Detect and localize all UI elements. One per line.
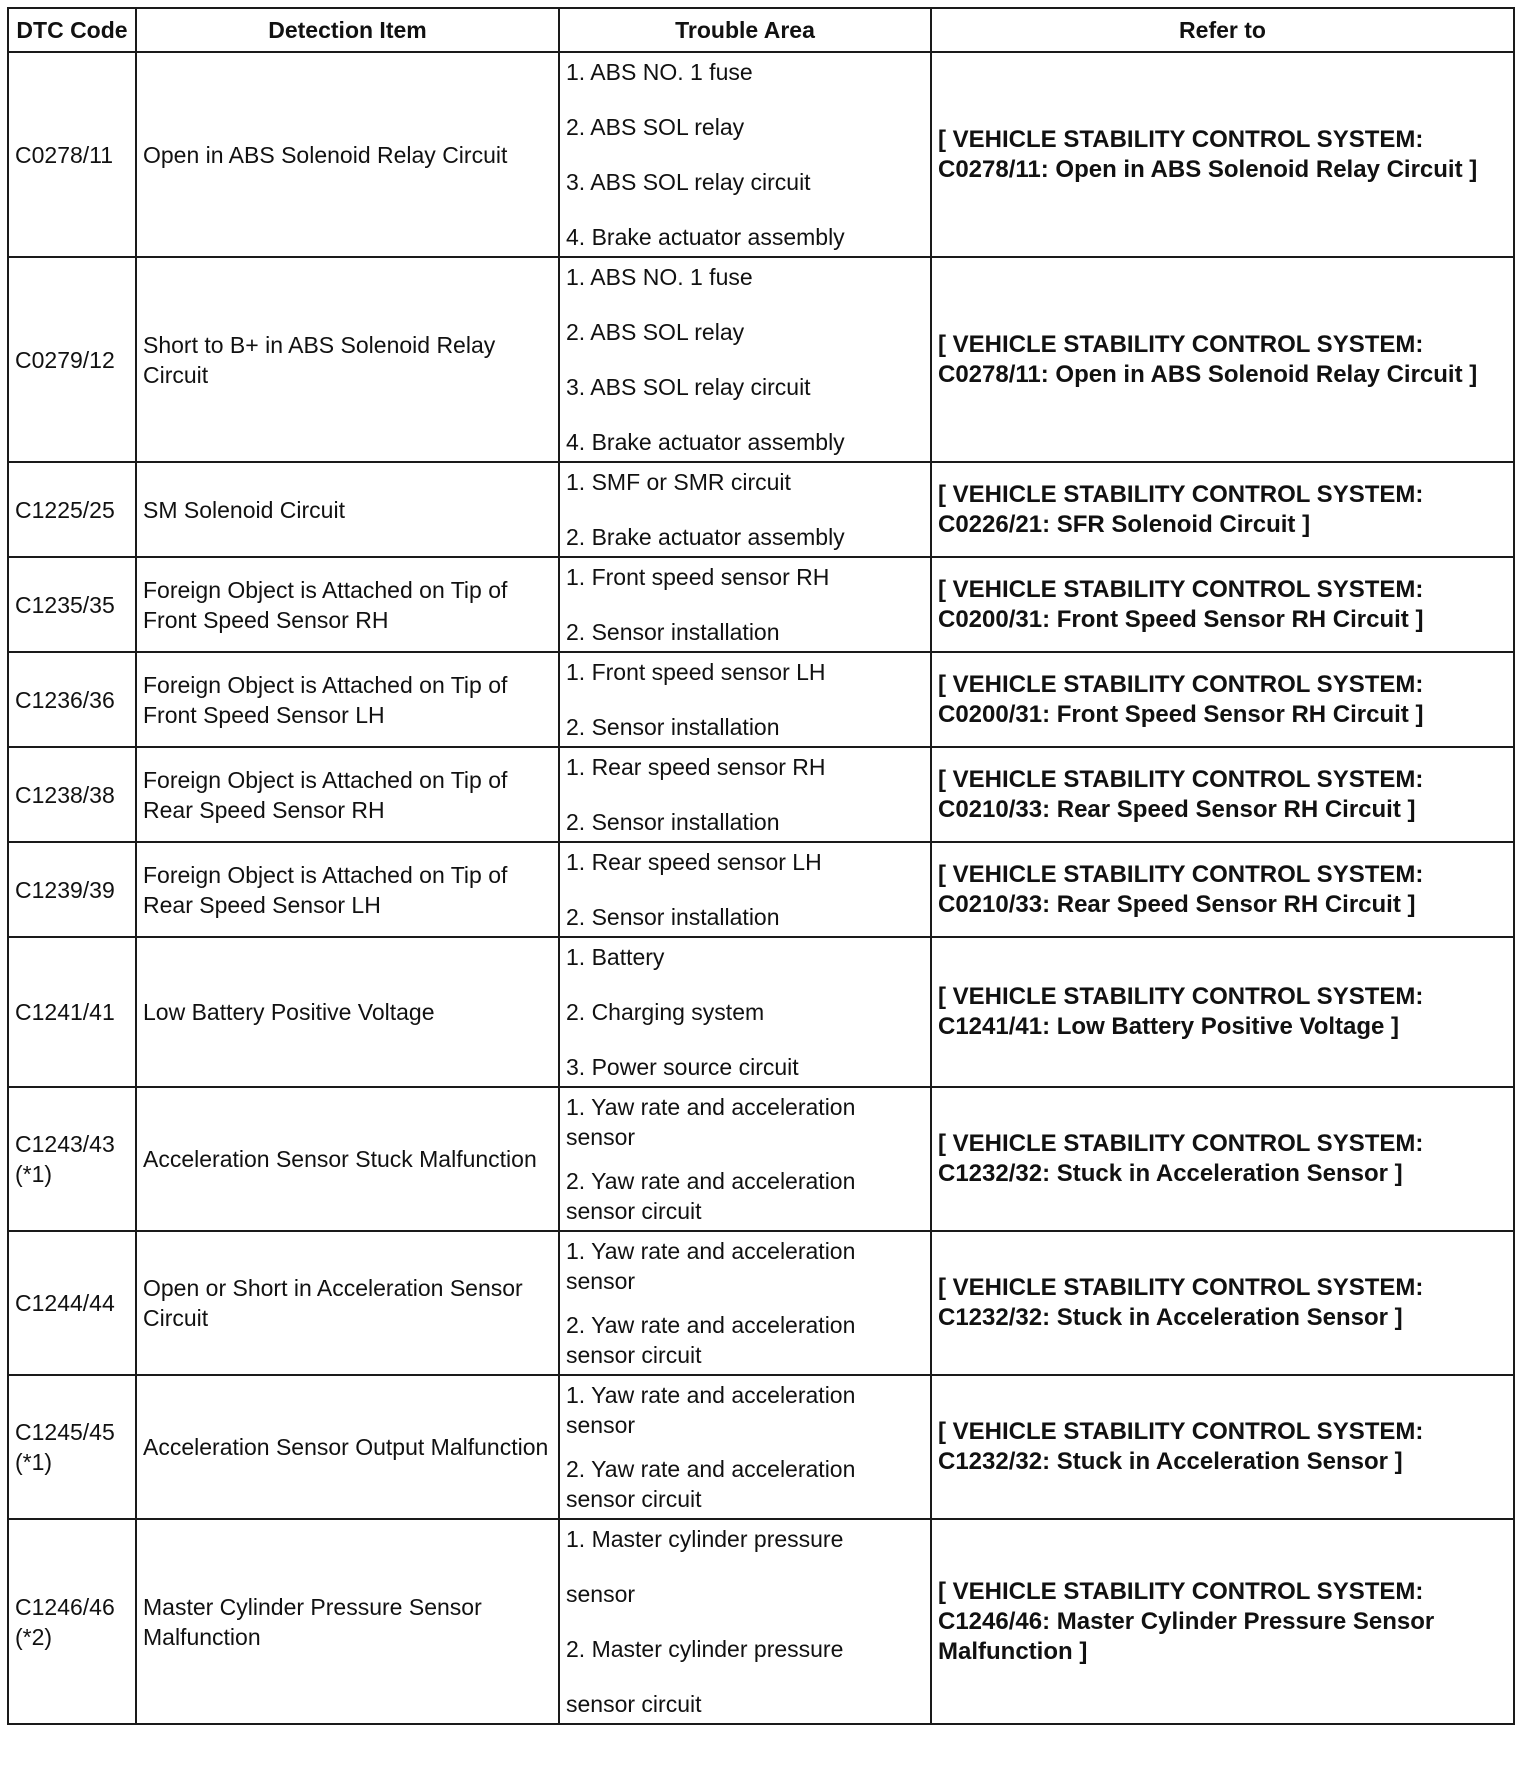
detection-item-cell: Foreign Object is Attached on Tip of Front Speed Sensor RH xyxy=(136,557,559,652)
header-dtc-code: DTC Code xyxy=(8,8,136,52)
trouble-area-item: 3. ABS SOL relay circuit xyxy=(566,374,811,400)
trouble-area-cell xyxy=(559,52,931,257)
trouble-area-item: 2. Brake actuator assembly xyxy=(566,524,845,550)
refer-to-link[interactable]: [ VEHICLE STABILITY CONTROL SYSTEM: C0200/31: Front Speed Sensor RH Circuit ] xyxy=(931,652,1514,747)
trouble-area-item: 2. Sensor installation xyxy=(566,619,780,645)
dtc-code-cell: C1241/41 xyxy=(8,937,136,1087)
trouble-area-item: 1. Battery xyxy=(566,944,665,970)
trouble-area-item: 1. Front speed sensor LH xyxy=(566,659,826,685)
trouble-area-item: 3. Power source circuit xyxy=(566,1054,799,1080)
trouble-area-item: 2. Yaw rate and acceleration sensor circuit xyxy=(566,1312,856,1368)
trouble-area-cell xyxy=(559,842,931,937)
table-row xyxy=(8,257,1514,462)
trouble-area-item: 1. Yaw rate and acceleration sensor xyxy=(566,1238,856,1294)
trouble-area-item: 2. Sensor installation xyxy=(566,809,780,835)
dtc-code-cell: C1246/46 (*2) xyxy=(8,1519,136,1724)
trouble-area-cell xyxy=(559,652,931,747)
detection-item-cell: Open or Short in Acceleration Sensor Circuit xyxy=(136,1231,559,1375)
refer-to-link[interactable]: [ VEHICLE STABILITY CONTROL SYSTEM: C0210/33: Rear Speed Sensor RH Circuit ] xyxy=(931,842,1514,937)
trouble-area-item: 4. Brake actuator assembly xyxy=(566,429,845,455)
trouble-area-cell xyxy=(559,937,931,1087)
trouble-area-item: 1. Rear speed sensor RH xyxy=(566,754,826,780)
trouble-area-item: 2. ABS SOL relay xyxy=(566,114,745,140)
header-detection-item: Detection Item xyxy=(136,8,559,52)
table-row xyxy=(8,1087,1514,1231)
detection-item-cell: Foreign Object is Attached on Tip of Rear Speed Sensor RH xyxy=(136,747,559,842)
trouble-area-item: sensor xyxy=(566,1581,636,1607)
trouble-area-item: 2. Master cylinder pressure xyxy=(566,1636,844,1662)
refer-to-link[interactable]: [ VEHICLE STABILITY CONTROL SYSTEM: C0210/33: Rear Speed Sensor RH Circuit ] xyxy=(931,747,1514,842)
trouble-area-cell xyxy=(559,557,931,652)
detection-item-cell: Foreign Object is Attached on Tip of Rear Speed Sensor LH xyxy=(136,842,559,937)
table-row xyxy=(8,937,1514,1087)
refer-to-link[interactable]: [ VEHICLE STABILITY CONTROL SYSTEM: C0278/11: Open in ABS Solenoid Relay Circuit ] xyxy=(931,52,1514,257)
detection-item-cell: Foreign Object is Attached on Tip of Front Speed Sensor LH xyxy=(136,652,559,747)
trouble-area-item: 2. Charging system xyxy=(566,999,765,1025)
trouble-area-cell xyxy=(559,747,931,842)
dtc-code-cell: C1243/43 (*1) xyxy=(8,1087,136,1231)
refer-to-link[interactable]: [ VEHICLE STABILITY CONTROL SYSTEM: C1246/46: Master Cylinder Pressure Sensor Malfunction ] xyxy=(931,1519,1514,1724)
detection-item-cell: SM Solenoid Circuit xyxy=(136,462,559,557)
trouble-area-item: 1. Front speed sensor RH xyxy=(566,564,830,590)
dtc-code-cell: C1238/38 xyxy=(8,747,136,842)
trouble-area-cell xyxy=(559,1519,931,1724)
dtc-code-cell: C1236/36 xyxy=(8,652,136,747)
refer-to-link[interactable]: [ VEHICLE STABILITY CONTROL SYSTEM: C1241/41: Low Battery Positive Voltage ] xyxy=(931,937,1514,1087)
dtc-code-cell: C1225/25 xyxy=(8,462,136,557)
trouble-area-cell xyxy=(559,1231,931,1375)
table-row xyxy=(8,652,1514,747)
detection-item-cell: Short to B+ in ABS Solenoid Relay Circuit xyxy=(136,257,559,462)
table-row xyxy=(8,747,1514,842)
refer-to-link[interactable]: [ VEHICLE STABILITY CONTROL SYSTEM: C1232/32: Stuck in Acceleration Sensor ] xyxy=(931,1375,1514,1519)
detection-item-cell: Low Battery Positive Voltage xyxy=(136,937,559,1087)
trouble-area-cell xyxy=(559,1087,931,1231)
dtc-code-cell: C1245/45 (*1) xyxy=(8,1375,136,1519)
trouble-area-item: 1. Rear speed sensor LH xyxy=(566,849,822,875)
dtc-code-cell: C1235/35 xyxy=(8,557,136,652)
trouble-area-item: 2. Sensor installation xyxy=(566,714,780,740)
table-row xyxy=(8,1231,1514,1375)
table-row xyxy=(8,1519,1514,1724)
trouble-area-item: 2. Yaw rate and acceleration sensor circuit xyxy=(566,1168,856,1224)
trouble-area-cell xyxy=(559,1375,931,1519)
trouble-area-item: 2. Yaw rate and acceleration sensor circuit xyxy=(566,1456,856,1512)
refer-to-link[interactable]: [ VEHICLE STABILITY CONTROL SYSTEM: C1232/32: Stuck in Acceleration Sensor ] xyxy=(931,1231,1514,1375)
table-header xyxy=(8,8,1514,52)
trouble-area-item: 2. ABS SOL relay xyxy=(566,319,745,345)
detection-item-cell: Master Cylinder Pressure Sensor Malfunction xyxy=(136,1519,559,1724)
trouble-area-cell xyxy=(559,462,931,557)
table-row xyxy=(8,462,1514,557)
trouble-area-item: 2. Sensor installation xyxy=(566,904,780,930)
refer-to-link[interactable]: [ VEHICLE STABILITY CONTROL SYSTEM: C0278/11: Open in ABS Solenoid Relay Circuit ] xyxy=(931,257,1514,462)
refer-to-link[interactable]: [ VEHICLE STABILITY CONTROL SYSTEM: C0226/21: SFR Solenoid Circuit ] xyxy=(931,462,1514,557)
dtc-table xyxy=(7,7,1515,1725)
dtc-code-cell: C1244/44 xyxy=(8,1231,136,1375)
refer-to-link[interactable]: [ VEHICLE STABILITY CONTROL SYSTEM: C1232/32: Stuck in Acceleration Sensor ] xyxy=(931,1087,1514,1231)
trouble-area-item: 1. Yaw rate and acceleration sensor xyxy=(566,1094,856,1150)
header-refer-to: Refer to xyxy=(931,8,1514,52)
refer-to-link[interactable]: [ VEHICLE STABILITY CONTROL SYSTEM: C0200/31: Front Speed Sensor RH Circuit ] xyxy=(931,557,1514,652)
trouble-area-item: 1. ABS NO. 1 fuse xyxy=(566,264,753,290)
table-row xyxy=(8,842,1514,937)
trouble-area-cell xyxy=(559,257,931,462)
table-row xyxy=(8,557,1514,652)
detection-item-cell: Acceleration Sensor Output Malfunction xyxy=(136,1375,559,1519)
dtc-code-cell: C1239/39 xyxy=(8,842,136,937)
header-row xyxy=(8,8,1514,52)
trouble-area-item: 1. SMF or SMR circuit xyxy=(566,469,791,495)
trouble-area-item: sensor circuit xyxy=(566,1691,702,1717)
trouble-area-item: 3. ABS SOL relay circuit xyxy=(566,169,811,195)
trouble-area-item: 1. Yaw rate and acceleration sensor xyxy=(566,1382,856,1438)
dtc-code-cell: C0278/11 xyxy=(8,52,136,257)
table-row xyxy=(8,1375,1514,1519)
detection-item-cell: Open in ABS Solenoid Relay Circuit xyxy=(136,52,559,257)
dtc-code-cell: C0279/12 xyxy=(8,257,136,462)
detection-item-cell: Acceleration Sensor Stuck Malfunction xyxy=(136,1087,559,1231)
trouble-area-item: 4. Brake actuator assembly xyxy=(566,224,845,250)
trouble-area-item: 1. Master cylinder pressure xyxy=(566,1526,844,1552)
table-body xyxy=(8,52,1514,1724)
trouble-area-item: 1. ABS NO. 1 fuse xyxy=(566,59,753,85)
header-trouble-area: Trouble Area xyxy=(559,8,931,52)
table-row xyxy=(8,52,1514,257)
